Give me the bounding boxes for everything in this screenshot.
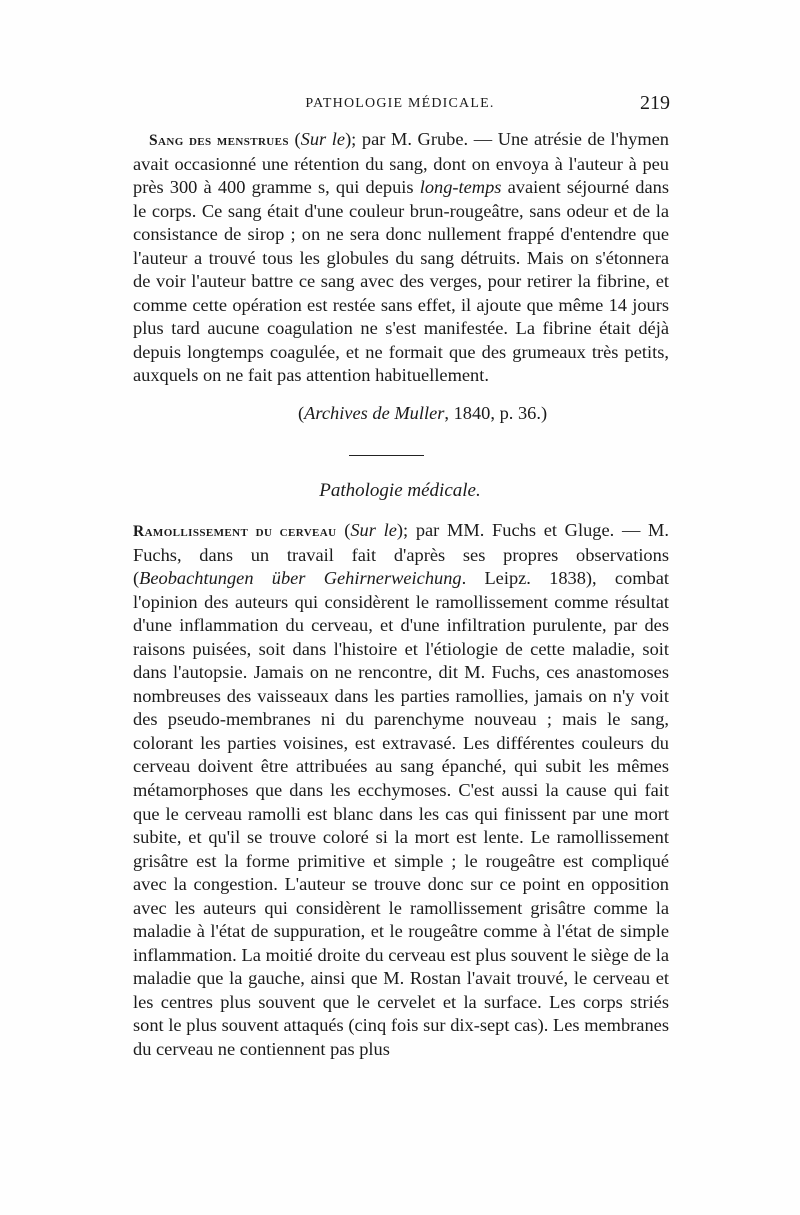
running-title: PATHOLOGIE MÉDICALE. — [305, 96, 495, 111]
article-body: . Leipz. 1838), combat l'opinion des auteurs qui considèrent le ramollissement comme résultat d'une inflammation du cerveau, et d'une infiltration purulente, par des raisons puisées, soit dans l'histoire et l'étiologie de cette maladie, soit dans l'autopsie. Jamais on ne rencontre, dit M. Fuchs, ces anastomoses nombreuses des vaisseaux dans les parties ramollies, jamais on n'y voit des pseudo-membranes ni du parenchyme nouveau ; mais le sang, colorant les parties voisines, est extravasé. Les différentes couleurs du cerveau doivent être attribuées au sang épanché, qui subit les mêmes métamorphoses que dans les ecchymoses. C'est aussi la cause qui fait que le cerveau ramolli est blanc dans les cas qui finissent par une mort subite, et qu'il se trouve coloré si la mort est lente. Le ramollissement grisâtre est la forme primitive et simple ; le rougeâtre est compliqué avec la congestion. L'auteur se trouve donc sur ce point en opposition avec les auteurs qui considèrent le ramollissement grisâtre comme la maladie à l'état de suppuration, et le rougeâtre comme à l'état de simple inflammation. La moitié droite du cerveau est plus souvent le siège de la maladie que la gauche, ainsi que M. Rostan l'avait trouvé, le cerveau et les centres plus souvent que le cervelet et la surface. Les corps striés sont le plus souvent attaqués (cinq fois sur dix-sept cas). Les membranes du cerveau ne contiennent pas plus — [133, 568, 669, 1060]
source-reference: Sur le — [300, 129, 346, 149]
page-number: 219 — [640, 92, 670, 114]
citation: (Archives de Muller, 1840, p. 36.) — [298, 403, 548, 423]
source-reference: Sur le — [350, 520, 397, 540]
italic-term: long-temps — [419, 177, 502, 198]
article-paragraph: Sang des menstrues (Sur le); par M. Grube. — Une atrésie de l'hymen avait occasionné une rétention du sang, dont on envoya à l'auteur à peu près 300 à 400 gramme s, qui depuis long-temps avaient séjourné dans le corps. Ce sang était d'une couleur brun-rougeâtre, sans odeur et de la consistance de sirop ; on ne sera donc nullement frappé d'entendre que l'auteur a trouvé tous les globules du sang détruits. Mais on s'étonnera de voir l'auteur battre ce sang avec des verges, pour retirer la fibrine, et comme cette opération est restée sans effet, il ajoute que même 14 jours plus tard aucune coagulation ne s'est manifestée. La fibrine était déjà depuis longtemps coagulée, et ne formait que des grumeaux très petits, auxquels on ne fait pas attention habituellement. — [133, 129, 669, 386]
article-menstrual-blood — [133, 128, 669, 388]
author-attribution: ); par M. Grube. — — [345, 129, 498, 149]
article-body-continued: avaient séjourné dans le corps. Ce sang était d'une couleur brun-rougeâtre, sans odeur et de la consistance de sirop ; on ne sera donc nullement frappé d'entendre que l'auteur a trouvé tous les globules du sang détruits. Mais on s'étonnera de voir l'auteur battre ce sang avec des verges, pour retirer la fibrine, et comme cette opération est restée sans effet, il ajoute que même 14 jours plus tard aucune coagulation ne s'est manifestée. La fibrine était déjà depuis longtemps coagulée, et ne formait que des grumeaux très petits, auxquels on ne fait pas attention habituellement. — [133, 177, 669, 386]
citation-journal: Archives de Muller — [304, 403, 445, 423]
article-title: Ramollissement du cerveau — [133, 523, 337, 540]
author-attribution: ); par MM. Fuchs et Gluge. — M. Fuchs, dans un travail fait d'après ses propres observations ( — [133, 520, 669, 589]
article-title: Sang des menstrues — [149, 132, 289, 149]
section-divider — [349, 455, 424, 456]
article-paragraph: Ramollissement du cerveau (Sur le); par MM. Fuchs et Gluge. — M. Fuchs, dans un travail fait d'après ses propres observations (Beobachtungen über Gehirnerweichung. Leipz. 1838), combat l'opinion des auteurs qui considèrent le ramollissement comme résultat d'une inflammation du cerveau, et d'une infiltration purulente, par des raisons puisées, soit dans l'histoire et l'étiologie de cette maladie, soit dans l'autopsie. Jamais on ne rencontre, dit M. Fuchs, ces anastomoses nombreuses des vaisseaux dans les parties ramollies, jamais on n'y voit des pseudo-membranes ni du parenchyme nouveau ; mais le sang, colorant les parties voisines, est extravasé. Les différentes couleurs du cerveau doivent être attribuées au sang épanché, qui subit les mêmes métamorphoses que dans les ecchymoses. C'est aussi la cause qui fait que le cerveau ramolli est blanc dans les cas qui finissent par une mort subite, et qu'il se trouve coloré si la mort est lente. Le ramollissement grisâtre est la forme primitive et simple ; le rougeâtre est compliqué avec la congestion. L'auteur se trouve donc sur ce point en opposition avec les auteurs qui considèrent le ramollissement grisâtre comme la maladie à l'état de suppuration, et le rougeâtre comme à l'état de simple inflammation. La moitié droite du cerveau est plus souvent le siège de la maladie que la gauche, ainsi que M. Rostan l'avait trouvé, le cerveau et les centres plus souvent que le cervelet et la surface. Les corps striés sont le plus souvent attaqués (cinq fois sur dix-sept cas). Les membranes du cerveau ne contiennent pas plus — [133, 520, 669, 1060]
article-brain-softening — [133, 519, 669, 1062]
article-body: Une atrésie de l'hymen avait occasionné une rétention du sang, dont on envoya à l'auteur à peu près 300 à 400 gramme s, qui depuis — [133, 129, 669, 198]
running-head — [130, 92, 670, 120]
citation-details: , 1840, p. 36.) — [444, 403, 548, 423]
section-heading: Pathologie médicale. — [319, 480, 481, 501]
cited-work-title: Beobachtungen über Gehirnerweichung — [139, 568, 462, 589]
